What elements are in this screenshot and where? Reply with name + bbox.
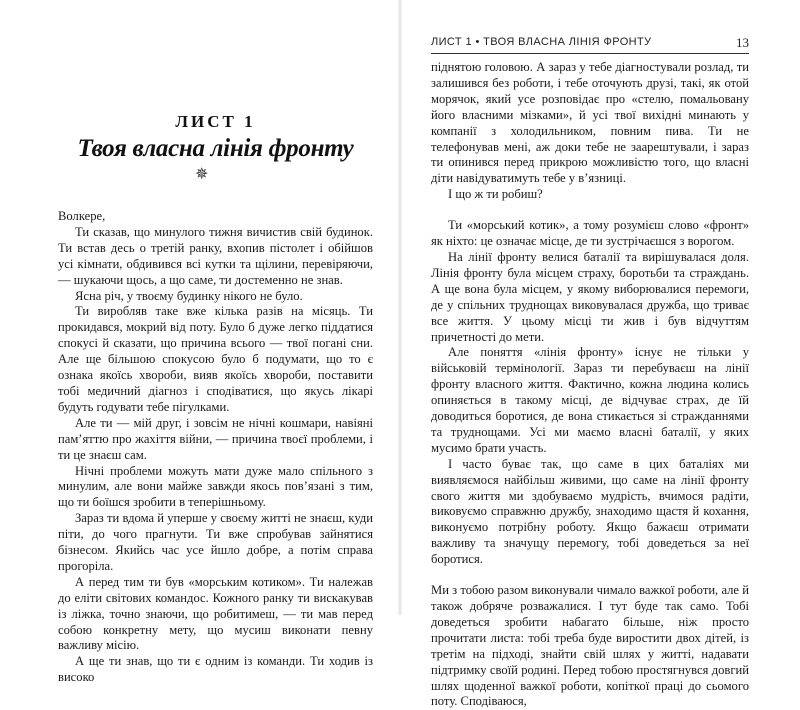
running-head-title: ЛИСТ 1 • ТВОЯ ВЛАСНА ЛІНІЯ ФРОНТУ xyxy=(431,36,652,48)
paragraph: Ти виробляв таке вже кілька разів на місяць. Ти прокидався, мокрий від поту. Було б дуже легко піддатися спокусі й сказати, що причина всього — твої погані сни. Але ще більшою спокусою було б подумати, що то є ознака якоїсь хвороби, вияв якоїсь хвороби, поставити тобі медичний діагноз і сподіватися, що якусь лікарі будуть годувати тебе пігулками. xyxy=(58,304,373,414)
paragraph: Нічні проблеми можуть мати дуже мало спільного з минулим, але вони майже завжди якось пов’язані з тим, що ти боїшся зробити в теперішньому. xyxy=(58,463,373,510)
chapter-heading xyxy=(58,112,373,163)
header-rule xyxy=(431,53,749,54)
paragraph: Зараз ти вдома й уперше у своєму житті не знаєш, куди піти, до чого прагнути. Ти вже спробував зайнятися бізнесом. Якийсь час усе йшло добре, а потім справа прогоріла. xyxy=(58,511,373,573)
paragraph: Але поняття «лінія фронту» існує не тільки у військовій термінології. Зараз ти перебуваєш на лінії фронту власного життя. Фактично, кожна людина колись опиняється в такому місці, де відчуває страх, де їй доводиться боротися, де вона стикається зі стражданнями та труднощами. Усі ми маємо власні баталії, у яких мусимо брати участь. xyxy=(431,345,749,455)
paragraph: І часто буває так, що саме в цих баталіях ми виявляємося найбільш живими, що саме на лінії фронту свого життя ми здобуваємо мудрість, вчимося радіти, виковуємо справжню дружбу, знаходимо щастя й кохання, виконуємо потрібну роботу. Якщо бажаєш отримати важливу та значущу перемогу, тобі доведеться за неї боротися. xyxy=(431,456,749,567)
paragraph: На лінії фронту велися баталії та вирішувалася доля. Лінія фронту була місцем страху, боротьби та страждань. А ще вона була місцем, у якому виборювалися перемоги, де у спільних труднощах виковувалася дружба, що триває все життя. У цьому місці ти жив і був відчуттям причетності до мети. xyxy=(431,249,749,344)
paragraph: А ще ти знав, що ти є одним із команди. Ти ходив із високо xyxy=(58,654,373,685)
paragraph: Ти сказав, що минулого тижня вичистив свій будинок. Ти встав десь о третій ранку, вхопив пістолет і обійшов усі кімнати, обдивився всі кутки та щілини, перевіряючи, — шукаючи щось, а що саме, ти достеменно не знав. xyxy=(58,224,373,287)
paragraph: піднятою головою. А зараз у тебе діагностували розлад, ти залишився без роботи, і тебе оточують друзі, такі, як отой морячок, який усе розповідає про «стелю, помальовану його власними мізками», й усі твої вихідні минають у компанії з холодильником, повним пива. Ти не телефонував мені, аж доки тебе не заарештували, і зараз ти опинився перед прикрою можливістю того, що власні діти навідуватимуть тебе у в’язниці. xyxy=(431,60,749,186)
paragraph: Але ти — мій друг, і зовсім не нічні кошмари, навіяні пам’яттю про жахіття війни, — причина твоєї проблеми, і ти це знаєш сам. xyxy=(58,415,373,462)
chapter-title: Твоя власна лінія фронту xyxy=(77,135,354,162)
star-ornament-icon: ✵ xyxy=(195,166,209,183)
left-page xyxy=(0,0,400,685)
page-number: 13 xyxy=(736,35,749,50)
right-body-text xyxy=(431,60,749,710)
paragraph: А перед тим ти був «морським котиком». Ти належав до еліти світових командос. Кожного ранку ти вискакував із ліжка, точно знаючи, що робитимеш, — ти мав перед собою конкретну мету, що мусиш виконати певну важливу місію. xyxy=(58,574,373,653)
paragraph: Ти «морський котик», а тому розумієш слово «фронт» як ніхто: це означає місце, де ти зустрічаєшся з ворогом. xyxy=(431,218,749,249)
paragraph: І що ж ти робиш? xyxy=(448,187,543,202)
chapter-number: ЛИСТ 1 xyxy=(175,112,256,131)
paragraph: Ми з тобою разом виконували чимало важкої роботи, але й також добряче розважалися. І тут буде так само. Тобі доведеться зробити набагато більше, ніж просто прочитати листа: тобі треба буде виростити двох дітей, із третім на підході, знайти свій шлях у житті, надавати підтримку своїй родині. Перед тобою простягнувся довгий шлях щоденної важкої роботи, копіткої праці до сьомого поту. Сподіваюся, xyxy=(431,583,749,709)
running-head xyxy=(431,36,749,48)
salutation: Волкере, xyxy=(58,209,106,223)
paragraph: Ясна річ, у твоєму будинку нікого не було. xyxy=(75,288,303,303)
